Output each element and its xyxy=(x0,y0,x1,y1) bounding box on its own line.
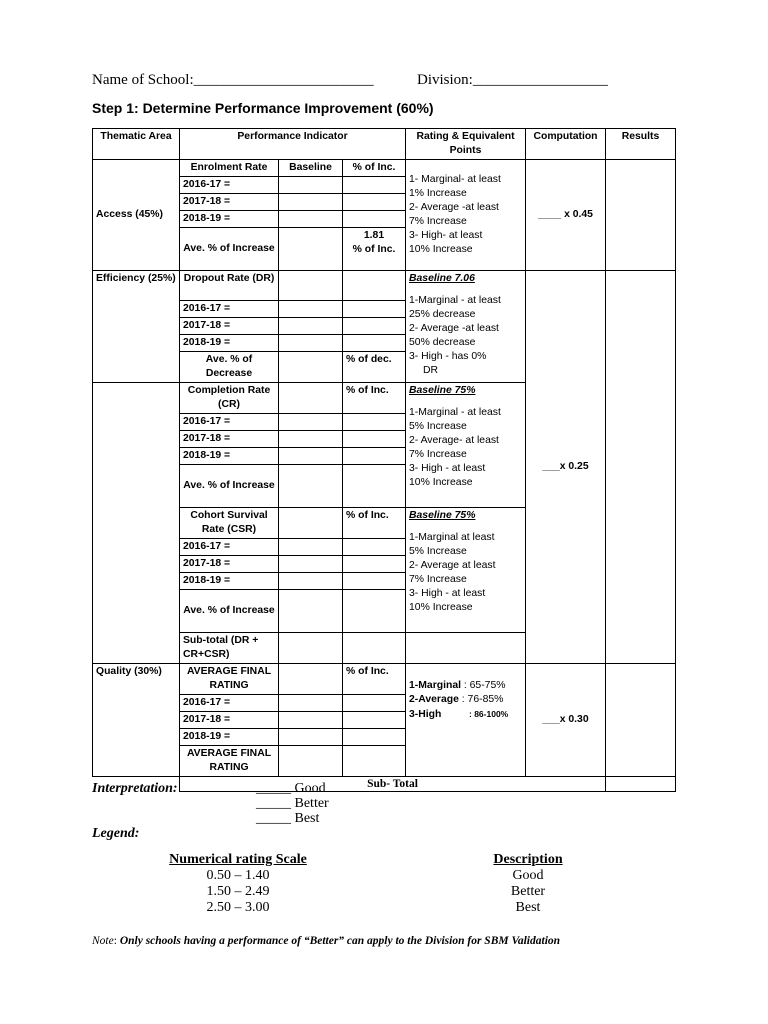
year-cell: 2017-18 = xyxy=(180,431,279,448)
inc-header: % of Inc. xyxy=(343,160,406,177)
rating-line: 1% Increase xyxy=(409,188,467,199)
completion-rate-label: Completion Rate (CR) xyxy=(180,383,279,414)
rating-line: 5% Increase xyxy=(409,546,467,557)
year-cell: 2017-18 = xyxy=(180,194,279,211)
ave-increase-label: Ave. % of Increase xyxy=(180,465,279,508)
inc-cell[interactable] xyxy=(343,695,406,712)
rating-line: 1-Marginal : 65-75% xyxy=(409,680,506,691)
ave-decrease-unit: % of dec. xyxy=(343,352,406,383)
description-header: Description xyxy=(493,852,563,867)
rating-line: 3-High : 86-100% xyxy=(409,709,509,720)
division-field[interactable]: Division:__________________ xyxy=(417,72,608,88)
rating-line: 1-Marginal - at least xyxy=(409,295,501,306)
baseline-cell[interactable] xyxy=(279,539,343,556)
inc-cell[interactable] xyxy=(343,211,406,228)
interpretation-label: Interpretation: xyxy=(92,781,178,796)
completion-rating xyxy=(406,383,526,508)
dropout-rate-label: Dropout Rate (DR) xyxy=(180,271,279,301)
dropout-baseline: Baseline 7.06 xyxy=(409,273,475,284)
baseline-header: Baseline xyxy=(279,160,343,177)
inc-cell[interactable] xyxy=(343,177,406,194)
ave-unit: % of Inc. xyxy=(352,244,396,255)
baseline-cell[interactable] xyxy=(279,194,343,211)
access-computation[interactable]: ____ x 0.45 xyxy=(526,160,606,271)
quality-unit: % of Inc. xyxy=(343,664,406,695)
year-cell: 2016-17 = xyxy=(180,301,279,318)
inc-cell[interactable] xyxy=(343,318,406,335)
year-cell: 2018-19 = xyxy=(180,729,279,746)
note-label: Note xyxy=(92,935,114,947)
inc-cell[interactable] xyxy=(343,271,406,301)
rating-line: 7% Increase xyxy=(409,216,467,227)
description-item: Best xyxy=(515,900,541,915)
inc-cell[interactable] xyxy=(343,556,406,573)
access-area: Access (45%) xyxy=(93,160,180,271)
rating-line: 10% Increase xyxy=(409,244,473,255)
rating-line: 3- High- at least xyxy=(409,230,483,241)
rating-line: 1- Marginal- at least xyxy=(409,174,501,185)
scale-item: 1.50 – 2.49 xyxy=(206,884,270,899)
rating-line: DR xyxy=(423,365,439,376)
sub-total-label: Sub- Total xyxy=(180,777,606,792)
inc-cell[interactable] xyxy=(343,414,406,431)
rating-line: 3- High - at least xyxy=(409,588,486,599)
baseline-cell[interactable] xyxy=(279,508,343,539)
rating-line: 2- Average at least xyxy=(409,560,496,571)
quality-area: Quality (30%) xyxy=(93,664,180,777)
access-rating xyxy=(406,160,526,271)
interpretation-option-better[interactable]: _____ Better xyxy=(256,796,329,811)
rating-line: 7% Increase xyxy=(409,449,467,460)
table-header-row xyxy=(93,129,676,160)
interpretation-option-best[interactable]: _____ Best xyxy=(256,811,320,826)
baseline-cell[interactable] xyxy=(279,271,343,301)
quality-computation[interactable]: ___x 0.30 xyxy=(526,664,606,777)
year-cell: 2017-18 = xyxy=(180,556,279,573)
quality-rating xyxy=(406,664,526,777)
baseline-cell[interactable] xyxy=(279,318,343,335)
year-cell: 2018-19 = xyxy=(180,573,279,590)
baseline-cell[interactable] xyxy=(279,431,343,448)
interpretation-section xyxy=(92,781,329,826)
efficiency-computation[interactable]: ___x 0.25 xyxy=(526,271,606,664)
dropout-rating xyxy=(406,271,526,383)
cohort-survival-label: Cohort Survival Rate (CSR) xyxy=(180,508,279,539)
note-text: Only schools having a performance of “Better” can apply to the Division for SBM Validation xyxy=(119,935,561,947)
ave-inc-cell[interactable] xyxy=(343,465,406,508)
inc-cell[interactable] xyxy=(343,573,406,590)
rating-line: 2- Average -at least xyxy=(409,323,499,334)
baseline-cell[interactable] xyxy=(279,383,343,414)
year-cell: 2018-19 = xyxy=(180,335,279,352)
rating-line: 50% decrease xyxy=(409,337,476,348)
school-header xyxy=(92,72,608,89)
inc-cell[interactable] xyxy=(343,194,406,211)
sub-total-result[interactable] xyxy=(606,777,676,792)
average-final-rating-total: AVERAGE FINAL RATING xyxy=(180,746,279,777)
ave-decrease-label: Ave. % of Decrease xyxy=(180,352,279,383)
baseline-cell[interactable] xyxy=(279,301,343,318)
rating-line: 3- High - at least xyxy=(409,463,486,474)
baseline-cell[interactable] xyxy=(279,712,343,729)
efficiency-area: Efficiency (25%) xyxy=(93,271,180,383)
interpretation-options xyxy=(256,781,376,826)
rating-line: 2- Average- at least xyxy=(409,435,499,446)
year-cell: 2016-17 = xyxy=(180,539,279,556)
quality-results[interactable] xyxy=(606,664,676,777)
performance-table xyxy=(92,128,676,792)
rating-line: 10% Increase xyxy=(409,477,473,488)
efficiency-results[interactable] xyxy=(606,271,676,664)
inc-cell[interactable] xyxy=(343,539,406,556)
ave-inc-cell[interactable] xyxy=(343,590,406,633)
rating-line: 2- Average -at least xyxy=(409,202,499,213)
year-cell: 2017-18 = xyxy=(180,712,279,729)
inc-cell[interactable] xyxy=(343,335,406,352)
rating-line: 2-Average : 76-85% xyxy=(409,694,504,705)
year-cell: 2016-17 = xyxy=(180,177,279,194)
inc-cell[interactable] xyxy=(343,431,406,448)
footer-note: Note: Only schools having a performance of “Better” can apply to the Division for SBM Validation xyxy=(92,935,561,947)
year-cell: 2018-19 = xyxy=(180,211,279,228)
rating-scale-column xyxy=(158,852,318,916)
scale-item: 0.50 – 1.40 xyxy=(206,868,270,883)
header-computation: Computation xyxy=(526,129,606,160)
subtotal-baseline[interactable] xyxy=(279,633,343,664)
inc-cell[interactable] xyxy=(343,301,406,318)
baseline-cell[interactable] xyxy=(279,729,343,746)
year-cell: 2017-18 = xyxy=(180,318,279,335)
ave-baseline-cell[interactable] xyxy=(279,352,343,383)
baseline-cell[interactable] xyxy=(279,664,343,695)
baseline-cell[interactable] xyxy=(279,695,343,712)
access-results[interactable] xyxy=(606,160,676,271)
average-final-rating-label: AVERAGE FINAL RATING xyxy=(180,664,279,695)
ave-increase-label: Ave. % of Increase xyxy=(180,590,279,633)
header-results: Results xyxy=(606,129,676,160)
step-title: Step 1: Determine Performance Improvement (60%) xyxy=(92,100,434,116)
inc-cell[interactable] xyxy=(343,712,406,729)
description-column xyxy=(468,852,588,916)
inc-cell[interactable] xyxy=(343,448,406,465)
completion-unit: % of Inc. xyxy=(343,383,406,414)
ave-value: 1.81 xyxy=(363,230,385,241)
cohort-rating xyxy=(406,508,526,633)
description-item: Better xyxy=(510,884,546,899)
baseline-cell[interactable] xyxy=(279,335,343,352)
baseline-cell[interactable] xyxy=(279,177,343,194)
rating-line: 7% Increase xyxy=(409,574,467,585)
rating-line: 1-Marginal at least xyxy=(409,532,495,543)
baseline-cell[interactable] xyxy=(279,448,343,465)
header-performance-indicator: Performance Indicator xyxy=(180,129,406,160)
school-name-field[interactable]: Name of School:________________________ xyxy=(92,72,374,88)
header-thematic-area: Thematic Area xyxy=(93,129,180,160)
enrolment-rate-label: Enrolment Rate xyxy=(180,160,279,177)
subtotal-rating xyxy=(406,633,526,664)
rating-line: 3- High - has 0% xyxy=(409,351,487,362)
subtotal-inc[interactable] xyxy=(343,633,406,664)
final-inc[interactable] xyxy=(343,746,406,777)
scale-item: 2.50 – 3.00 xyxy=(206,900,270,915)
description-item: Good xyxy=(512,868,544,883)
rating-line: 25% decrease xyxy=(409,309,476,320)
legend-label: Legend: xyxy=(92,826,140,841)
year-cell: 2016-17 = xyxy=(180,414,279,431)
cohort-unit: % of Inc. xyxy=(343,508,406,539)
interpretation-option-good[interactable]: _____ Good xyxy=(256,781,326,796)
baseline-cell[interactable] xyxy=(279,556,343,573)
rating-line: 1-Marginal - at least xyxy=(409,407,501,418)
baseline-cell[interactable] xyxy=(279,211,343,228)
subtotal-label: Sub-total (DR + CR+CSR) xyxy=(180,633,279,664)
final-baseline[interactable] xyxy=(279,746,343,777)
scale-header: Numerical rating Scale xyxy=(169,852,307,867)
year-cell: 2016-17 = xyxy=(180,695,279,712)
rating-line: 10% Increase xyxy=(409,602,473,613)
baseline-cell[interactable] xyxy=(279,573,343,590)
year-cell: 2018-19 = xyxy=(180,448,279,465)
ave-increase-label: Ave. % of Increase xyxy=(180,228,279,271)
ave-baseline-cell[interactable] xyxy=(279,590,343,633)
header-rating: Rating & Equivalent Points xyxy=(406,129,526,160)
inc-cell[interactable] xyxy=(343,729,406,746)
ave-baseline-cell[interactable] xyxy=(279,228,343,271)
cohort-baseline: Baseline 75% xyxy=(409,510,476,521)
ave-baseline-cell[interactable] xyxy=(279,465,343,508)
completion-baseline: Baseline 75% xyxy=(409,385,476,396)
baseline-cell[interactable] xyxy=(279,414,343,431)
rating-line: 5% Increase xyxy=(409,421,467,432)
efficiency-area-continued xyxy=(93,383,180,664)
ave-increase-value xyxy=(343,228,406,271)
